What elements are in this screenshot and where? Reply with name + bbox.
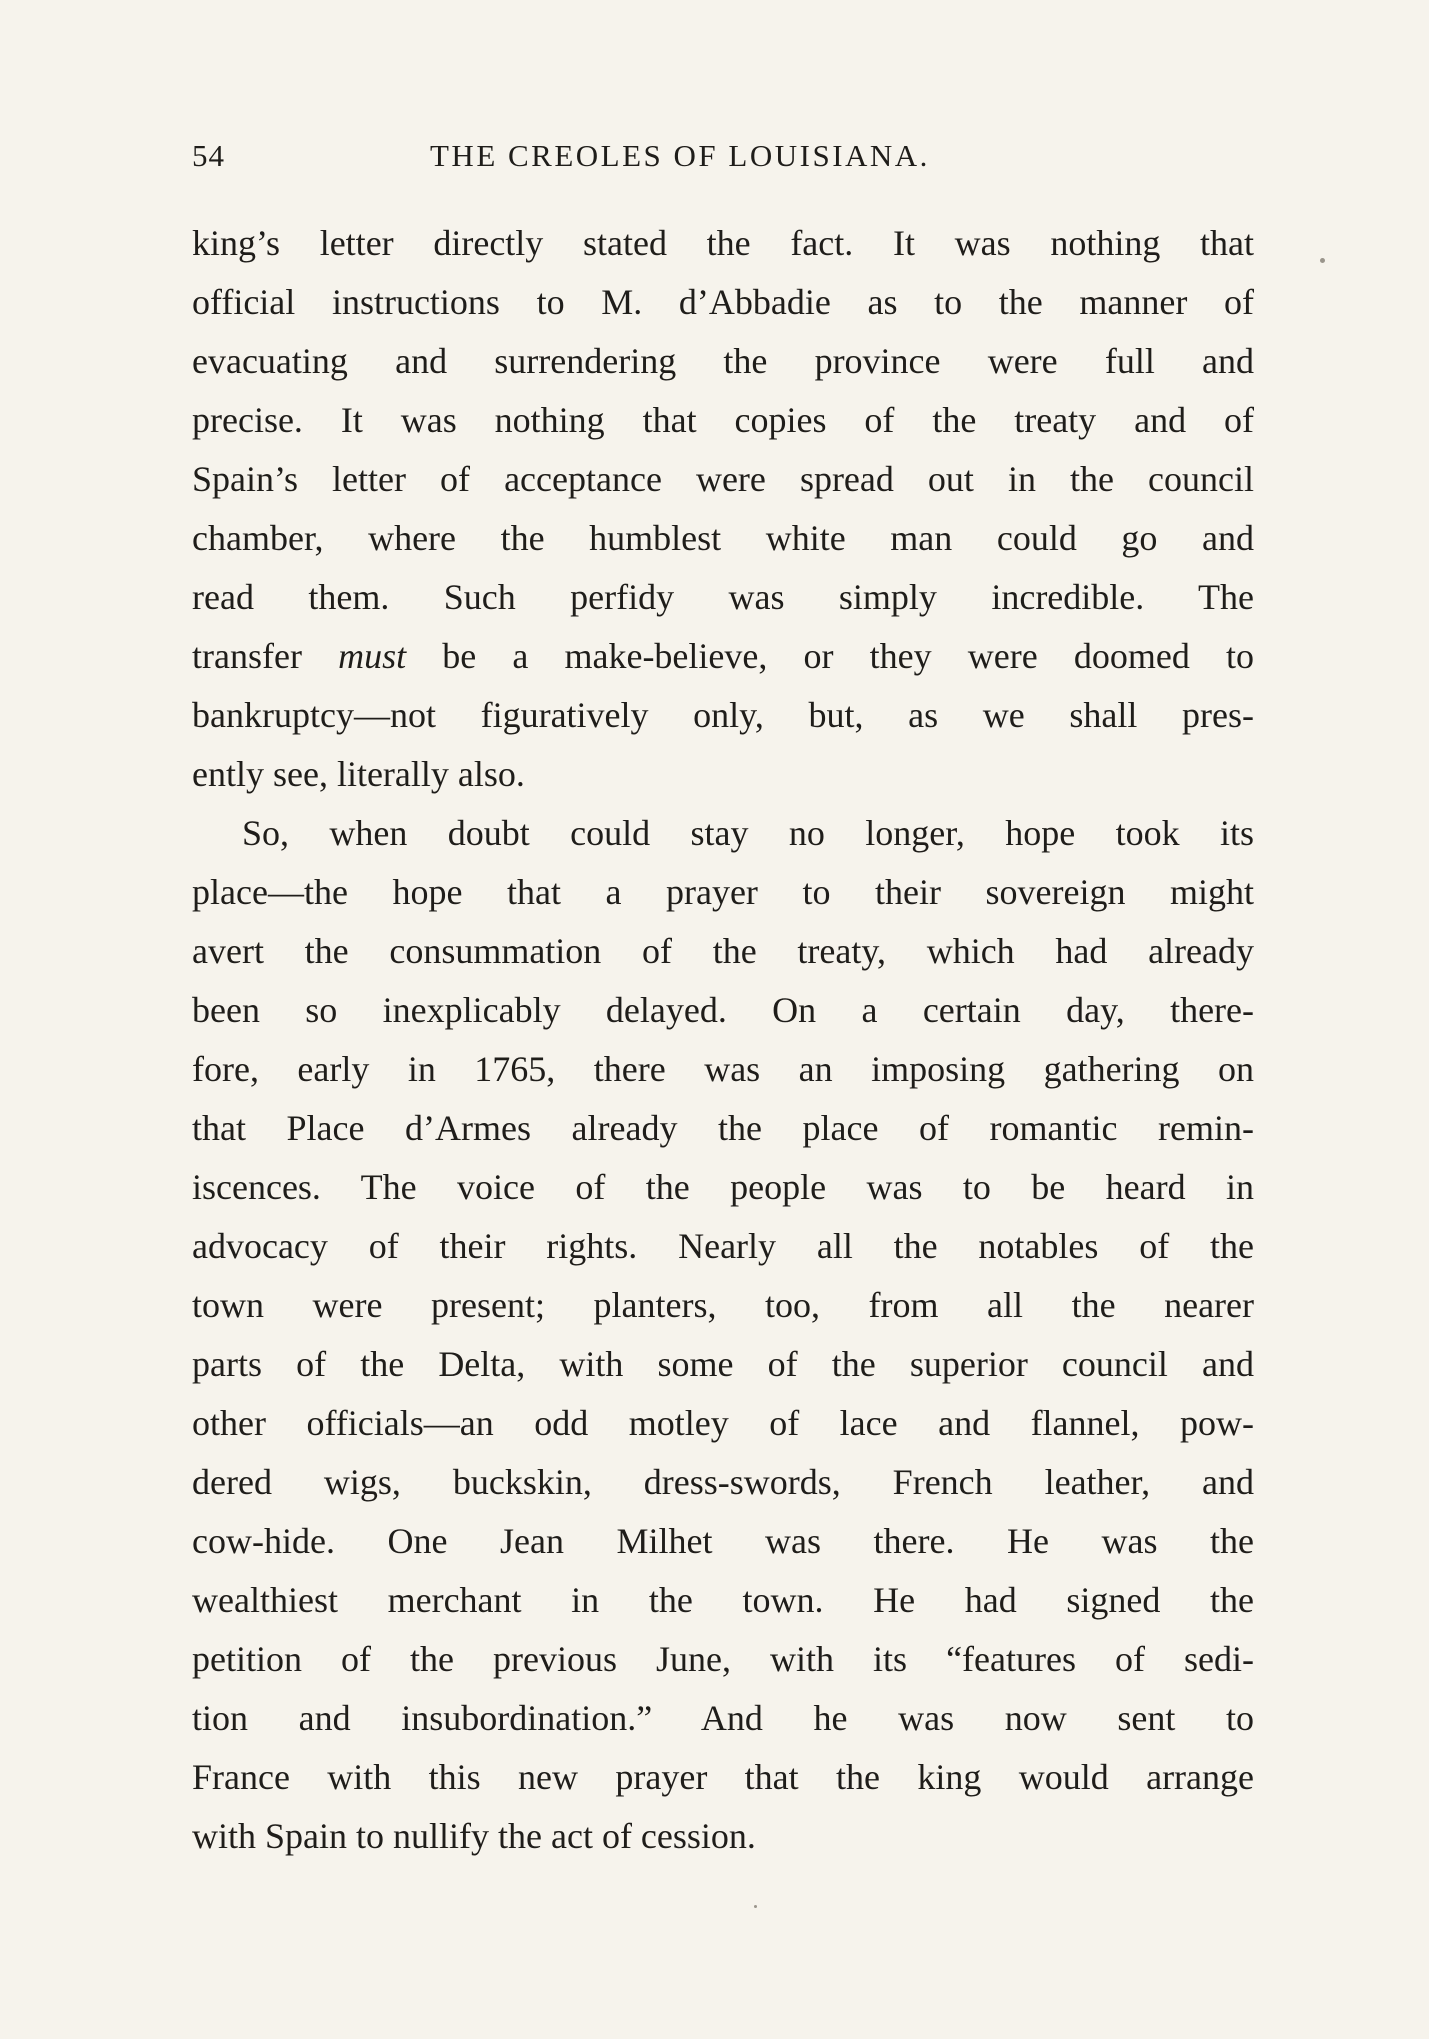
ink-speck (754, 1905, 757, 1908)
text-line: official instructions to M. d’Abbadie as to the manner of (192, 282, 1254, 322)
text-line: with Spain to nullify the act of cession. (192, 1816, 756, 1856)
text-line: wealthiest merchant in the town. He had signed the (192, 1580, 1254, 1620)
text-line: dered wigs, buckskin, dress-swords, French leather, and (192, 1462, 1254, 1502)
text-line: ently see, literally also. (192, 754, 525, 794)
text-line: been so inexplicably delayed. On a certain day, there- (192, 990, 1254, 1030)
text-line: precise. It was nothing that copies of the treaty and of (192, 400, 1254, 440)
text-line: France with this new prayer that the king would arrange (192, 1757, 1254, 1797)
emphasized-word: must (338, 636, 407, 676)
page-number: 54 (192, 138, 225, 173)
paragraph-2 (192, 804, 1254, 1866)
text-line: advocacy of their rights. Nearly all the notables of the (192, 1226, 1254, 1266)
ink-speck (1320, 258, 1325, 263)
page-header (192, 138, 1262, 188)
text-line: parts of the Delta, with some of the superior council and (192, 1344, 1254, 1384)
text-line: other officials—an odd motley of lace and flannel, pow- (192, 1403, 1254, 1443)
text-line: tion and insubordination.” And he was now sent to (192, 1698, 1254, 1738)
text-line: bankruptcy—not figuratively only, but, as we shall pres- (192, 695, 1254, 735)
text-line: king’s letter directly stated the fact. It was nothing that (192, 223, 1254, 263)
running-title: THE CREOLES OF LOUISIANA. (430, 138, 930, 173)
text-line (192, 627, 1254, 686)
text-line: town were present; planters, too, from all the nearer (192, 1285, 1254, 1325)
text-line: iscences. The voice of the people was to be heard in (192, 1167, 1254, 1207)
paragraph-1 (192, 214, 1254, 804)
text-line: evacuating and surrendering the province were full and (192, 341, 1254, 381)
text-line: chamber, where the humblest white man could go and (192, 518, 1254, 558)
text-line: place—the hope that a prayer to their sovereign might (192, 872, 1254, 912)
text-line: fore, early in 1765, there was an imposing gathering on (192, 1049, 1254, 1089)
text-line: cow-hide. One Jean Milhet was there. He was the (192, 1521, 1254, 1561)
text-line: that Place d’Armes already the place of romantic remin- (192, 1108, 1254, 1148)
text-line: read them. Such perfidy was simply incredible. The (192, 577, 1254, 617)
text-run: transfer (192, 636, 339, 676)
body-text (192, 214, 1254, 1866)
text-line: So, when doubt could stay no longer, hope took its (242, 813, 1254, 853)
text-line: petition of the previous June, with its “features of sedi- (192, 1639, 1254, 1679)
text-line: avert the consummation of the treaty, which had already (192, 931, 1254, 971)
text-line: Spain’s letter of acceptance were spread out in the council (192, 459, 1254, 499)
text-run: be a make-believe, or they were doomed to (406, 636, 1254, 676)
